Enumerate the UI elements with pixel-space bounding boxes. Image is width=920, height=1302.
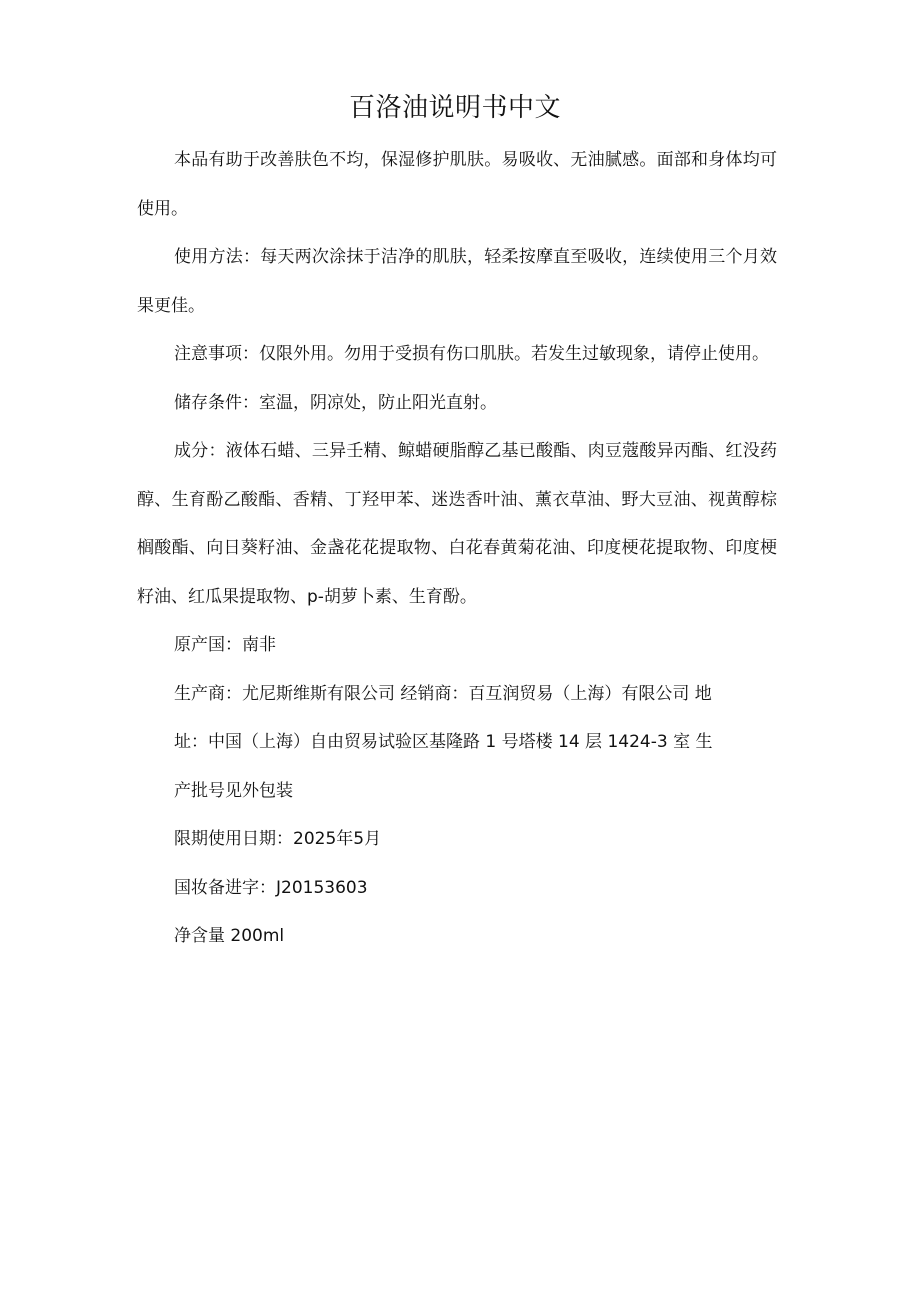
net-content: 净含量 200ml [174,926,285,946]
caution-paragraph: 注意事项：仅限外用。勿用于受损有伤口肌肤。若发生过敏现象，请停止使用。 [174,344,769,364]
document-body [137,136,777,961]
expiry-date: 限期使用日期：2025年5月 [174,829,382,849]
manufacturer-line: 生产商：尤尼斯维斯有限公司 经销商：百互润贸易（上海）有限公司 地 [174,683,712,704]
ingredients-paragraph: 成分：液体石蜡、三异壬精、鲸蜡硬脂醇乙基已酸酯、肉豆蔻酸异丙酯、红没药醇、生育酚乙酸酯、香精、丁羟甲苯、迷迭香叶油、薰衣草油、野大豆油、视黄醇棕榈酸酯、向日葵籽油、金盏花花提取物、白花春黄菊花油、印度梗花提取物、印度梗籽油、红瓜果提取物、p-胡萝卜素、生育酚。 [137,441,777,607]
document-title: 百洛油说明书中文 [348,93,561,123]
usage-paragraph: 使用方法：每天两次涂抹于洁净的肌肤，轻柔按摩直至吸收，连续使用三个月效果更佳。 [137,247,777,316]
license-number: 国妆备进字：J20153603 [174,877,368,898]
storage-paragraph: 储存条件：室温，阴凉处，防止阳光直射。 [174,392,497,413]
manufacturer-line: 址：中国（上海）自由贸易试验区基隆路 1 号塔楼 14 层 1424-3 室 生 [174,732,713,752]
origin-paragraph: 原产国：南非 [174,635,276,655]
intro-paragraph: 本品有助于改善肤色不均，保湿修护肌肤。易吸收、无油腻感。面部和身体均可使用。 [137,150,777,219]
manufacturer-line: 产批号见外包装 [174,780,293,801]
